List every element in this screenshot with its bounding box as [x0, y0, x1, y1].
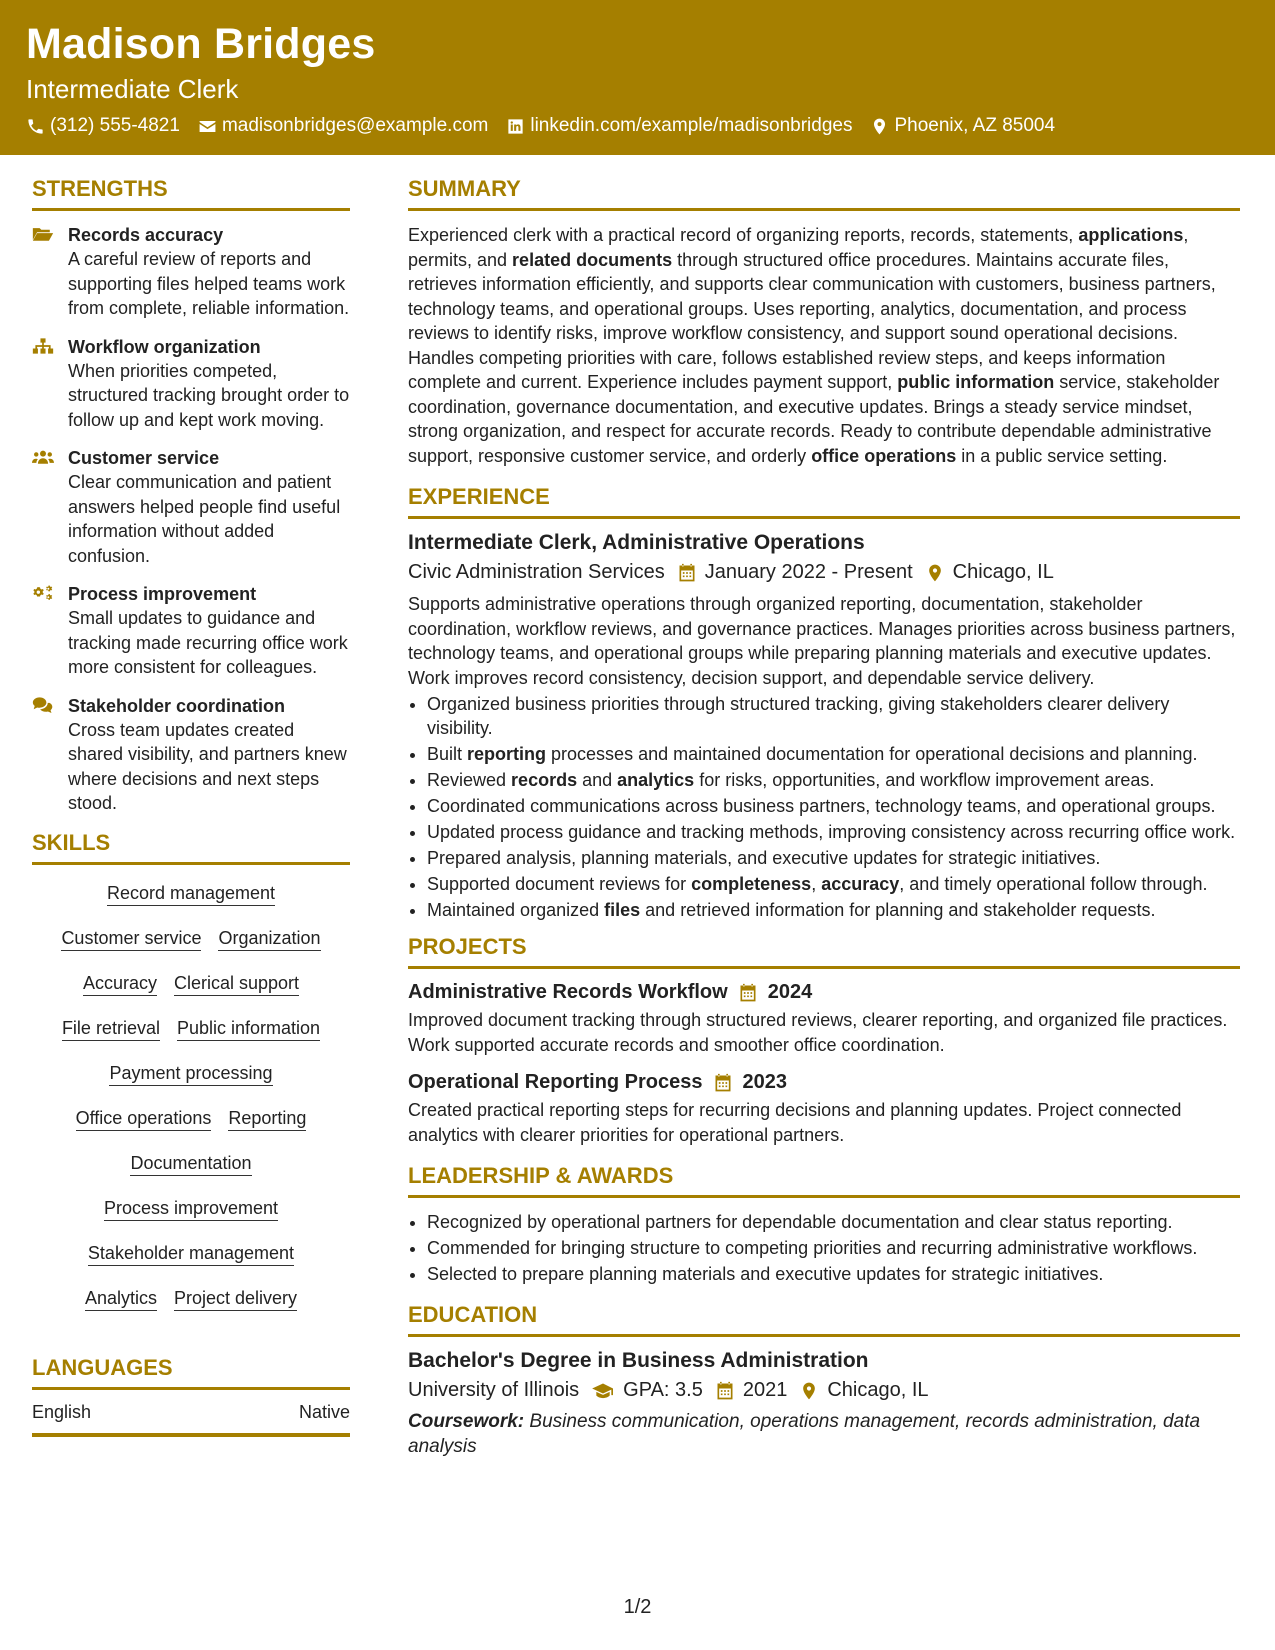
skill-tag: Public information	[177, 1016, 320, 1041]
language-level: Native	[298, 1401, 350, 1422]
text-segment: and retrieved information for planning and stakeholder requests.	[640, 900, 1156, 920]
strength-title: Customer service	[68, 448, 220, 468]
text-segment: through structured office procedures. Maintains accurate files, retrieves information efficiently, and supports clear communication with customers, business partners, technology teams, and operational groups. Uses reporting, analytics, documentation, and process reviews to identify risks, improve workflow consistency, and support sound operational decisions. Handles competing priorities with care, follows established review steps, and keeps information complete and current. Experience includes payment support,	[408, 249, 1216, 392]
bold-text: reporting	[467, 744, 547, 764]
job-bullet	[427, 898, 1240, 922]
text-segment: ,	[811, 874, 822, 894]
strengths-list	[32, 223, 350, 816]
project-year: 2023	[742, 1071, 788, 1093]
calendar-icon	[715, 1381, 735, 1401]
strength-item	[32, 223, 350, 321]
skill-tag: Customer service	[61, 926, 201, 951]
location-pin-icon	[799, 1381, 819, 1401]
strengths-heading: STRENGTHS	[32, 176, 350, 211]
skill-row	[32, 1106, 350, 1151]
summary-text	[408, 223, 1240, 468]
job-bullet	[427, 742, 1240, 766]
text-segment: Organized business priorities through structured tracking, giving stakeholders clearer delivery visibility.	[427, 694, 1170, 738]
skill-row	[32, 1241, 350, 1286]
project-title: Administrative Records Workflow	[408, 981, 728, 1003]
bold-text: public information	[897, 372, 1055, 392]
contact-row	[26, 115, 1055, 137]
job-location: Chicago, IL	[952, 561, 1054, 583]
strength-item	[32, 694, 350, 816]
degree: Bachelor's Degree in Business Administration	[408, 1349, 869, 1372]
job-description: Supports administrative operations through organized reporting, documentation, stakeholder coordination, workflow reviews, and governance practices. Manages priorities across business partners, technology teams, and operational groups while preparing planning materials and executive updates. Work improves record consistency, decision support, and dependable service delivery.	[408, 594, 1236, 688]
skill-row	[32, 1151, 350, 1196]
bold-text: accuracy	[821, 874, 900, 894]
job-bullet	[427, 768, 1240, 792]
project-desc: Created practical reporting steps for recurring decisions and planning updates. Project connected analytics with clearer priorities for operational partners.	[408, 1100, 1182, 1145]
candidate-title: Intermediate Clerk	[26, 74, 239, 104]
candidate-name: Madison Bridges	[26, 20, 376, 68]
email-text: madisonbridges@example.com	[221, 115, 489, 136]
left-column	[32, 176, 350, 1437]
text-segment: Prepared analysis, planning materials, and executive updates for strategic initiatives.	[427, 848, 1101, 868]
text-segment: , and timely operational follow through.	[899, 874, 1208, 894]
skill-tag: Documentation	[130, 1151, 251, 1176]
text-segment: Coordinated communications across business partners, technology teams, and operational groups.	[427, 796, 1216, 816]
experience-heading: EXPERIENCE	[408, 484, 1240, 519]
skill-row	[32, 1061, 350, 1106]
bold-text: applications	[1078, 225, 1184, 245]
gpa: GPA: 3.5	[623, 1379, 703, 1401]
text-segment: , permits, and	[408, 225, 1189, 270]
school: University of Illinois	[408, 1379, 580, 1401]
location-text: Phoenix, AZ 85004	[894, 115, 1056, 136]
project-entry	[408, 981, 1240, 1057]
text-segment: for risks, opportunities, and workflow improvement areas.	[694, 770, 1155, 790]
calendar-icon	[738, 983, 758, 1003]
strength-desc: When priorities competed, structured tracking brought order to follow up and kept work moving.	[68, 360, 350, 430]
leadership-heading: LEADERSHIP & AWARDS	[408, 1163, 1240, 1198]
text-segment: Experienced clerk with a practical record of organizing reports, records, statements,	[408, 225, 1079, 245]
skill-tag: Stakeholder management	[88, 1241, 294, 1266]
strength-item	[32, 582, 350, 680]
coursework-label: Coursework:	[408, 1411, 525, 1432]
text-segment: service, stakeholder coordination, governance documentation, and executive updates. Brings a steady service mindset, strong organization, and respect for accurate records. Ready to contribute dependable administrative support, responsive customer service, and orderly	[408, 372, 1220, 466]
leadership-item: • Selected to prepare planning materials and executive updates for strategic initiatives.	[427, 1262, 1240, 1286]
education-meta	[408, 1379, 1240, 1402]
job-bullet	[427, 846, 1240, 870]
strength-title: Process improvement	[68, 584, 257, 604]
comments-icon	[32, 696, 54, 714]
project-desc: Improved document tracking through structured reviews, clearer reporting, and organized file practices. Work supported accurate records and smoother office coordination.	[408, 1010, 1228, 1055]
envelope-icon	[198, 117, 217, 136]
text-segment: processes and maintained documentation for operational decisions and planning.	[546, 744, 1198, 764]
gears-icon	[32, 584, 54, 602]
skill-tag: Analytics	[85, 1286, 157, 1311]
job-bullet	[427, 820, 1240, 844]
job-dates: January 2022 - Present	[704, 561, 913, 583]
education-location: Chicago, IL	[827, 1379, 929, 1401]
skill-row	[32, 971, 350, 1016]
linkedin-icon	[506, 117, 525, 136]
leadership-item: • Recognized by operational partners for dependable documentation and clear status reporting.	[427, 1210, 1240, 1234]
skill-tag: Office operations	[76, 1106, 212, 1131]
strength-title: Workflow organization	[68, 336, 261, 357]
skill-tag: Clerical support	[174, 971, 299, 996]
job-bullet	[427, 872, 1240, 896]
page-number: 1/2	[623, 1596, 652, 1618]
text-segment: Maintained organized	[427, 900, 605, 920]
skill-row	[32, 926, 350, 971]
text-segment: in a public service setting.	[956, 445, 1168, 466]
strength-desc: Clear communication and patient answers helped people find useful information without added confusion.	[68, 472, 341, 566]
strength-title: Stakeholder coordination	[68, 695, 286, 716]
skill-tag: Record management	[107, 881, 275, 906]
skill-tag: Process improvement	[104, 1196, 278, 1221]
job-bullet	[427, 794, 1240, 818]
skill-tag: Accuracy	[83, 971, 157, 996]
summary-heading: SUMMARY	[408, 176, 1240, 211]
job-title: Intermediate Clerk, Administrative Operations	[408, 531, 865, 554]
text-segment: Updated process guidance and tracking methods, improving consistency across recurring office work.	[427, 822, 1236, 842]
education-heading: EDUCATION	[408, 1302, 1240, 1337]
linkedin-text: linkedin.com/example/madisonbridges	[530, 115, 853, 136]
skill-tag: Reporting	[228, 1106, 306, 1131]
text-segment: Reviewed	[427, 770, 512, 790]
text-segment: Supported document reviews for	[427, 874, 692, 894]
bold-text: related documents	[512, 249, 673, 270]
text-segment: and	[577, 770, 618, 790]
language-name: English	[32, 1401, 92, 1422]
strength-item	[32, 446, 350, 568]
languages-heading: LANGUAGES	[32, 1355, 350, 1390]
skill-tag: Payment processing	[109, 1061, 272, 1086]
calendar-icon	[677, 563, 697, 583]
right-column	[408, 176, 1240, 1459]
contact-email[interactable]	[198, 115, 488, 137]
skill-row	[32, 1196, 350, 1241]
calendar-icon	[713, 1073, 733, 1093]
contact-phone[interactable]	[26, 115, 180, 137]
contact-location	[870, 115, 1055, 137]
skill-tag: Organization	[218, 926, 320, 951]
location-pin-icon	[870, 117, 889, 136]
skill-tag: File retrieval	[62, 1016, 160, 1041]
users-icon	[32, 448, 54, 466]
skill-row	[32, 1286, 350, 1331]
resume-header	[0, 0, 1275, 155]
bold-text: analytics	[617, 770, 695, 790]
text-segment: Built	[427, 744, 468, 764]
bold-text: records	[511, 770, 578, 790]
bold-text: files	[604, 900, 641, 920]
phone-text: (312) 555-4821	[50, 115, 180, 136]
job-entry	[408, 531, 1240, 922]
skills-heading: SKILLS	[32, 830, 350, 865]
strength-item	[32, 335, 350, 433]
projects-heading: PROJECTS	[408, 934, 1240, 969]
contact-linkedin[interactable]	[506, 115, 852, 137]
job-meta	[408, 561, 1240, 584]
sitemap-icon	[32, 337, 54, 355]
coursework-text: Business communication, operations management, records administration, data analysis	[408, 1411, 1201, 1457]
strength-desc: Small updates to guidance and tracking made recurring office work more consistent for colleagues.	[68, 608, 348, 677]
location-pin-icon	[925, 563, 945, 583]
folder-open-icon	[32, 225, 54, 243]
skill-row	[32, 1016, 350, 1061]
skill-tag: Project delivery	[174, 1286, 297, 1311]
project-title: Operational Reporting Process	[408, 1071, 703, 1093]
education-year: 2021	[742, 1379, 788, 1401]
leadership-list	[408, 1210, 1240, 1286]
strength-desc: Cross team updates created shared visibility, and partners knew where decisions and next steps stood.	[68, 719, 347, 813]
graduation-cap-icon	[591, 1381, 615, 1401]
job-company: Civic Administration Services	[408, 561, 665, 583]
coursework	[408, 1410, 1240, 1459]
phone-icon	[26, 117, 45, 136]
language-row	[32, 1402, 350, 1437]
bold-text: office operations	[811, 445, 957, 466]
bold-text: completeness	[691, 874, 812, 894]
job-bullets	[408, 692, 1240, 922]
skills-list	[32, 877, 350, 1331]
strength-desc: A careful review of reports and supporting files helped teams work from complete, reliable information.	[68, 249, 350, 318]
strength-title: Records accuracy	[68, 225, 224, 245]
project-year: 2024	[767, 981, 813, 1003]
skill-row	[32, 881, 350, 926]
job-bullet	[427, 692, 1240, 740]
leadership-item: • Commended for bringing structure to competing priorities and recurring administrative workflows.	[427, 1236, 1240, 1260]
project-entry	[408, 1071, 1240, 1147]
